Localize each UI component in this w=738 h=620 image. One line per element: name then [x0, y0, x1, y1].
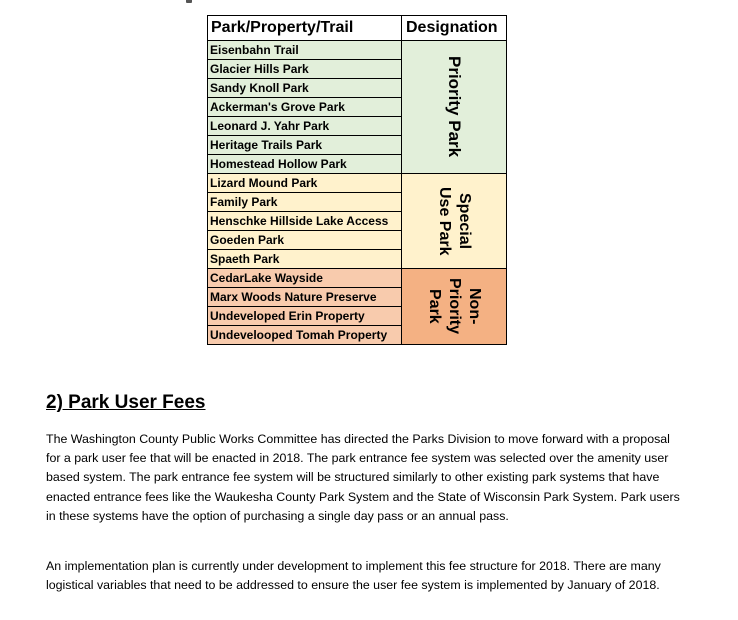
- park-name: Marx Woods Nature Preserve: [208, 288, 402, 307]
- park-designation-table: [207, 15, 507, 345]
- designation-non-priority-park: [402, 269, 507, 345]
- park-name: Spaeth Park: [208, 250, 402, 269]
- park-name: Ackerman's Grove Park: [208, 98, 402, 117]
- park-name: Lizard Mound Park: [208, 174, 402, 193]
- table-row: [208, 41, 507, 60]
- park-name: Undeveloped Erin Property: [208, 307, 402, 326]
- park-name: Homestead Hollow Park: [208, 155, 402, 174]
- designation-priority-park: [402, 41, 507, 174]
- park-name: Sandy Knoll Park: [208, 79, 402, 98]
- table-header-row: [208, 16, 507, 41]
- page-fragment-mark: [186, 0, 192, 3]
- park-name: Family Park: [208, 193, 402, 212]
- paragraph-fee-proposal: The Washington County Public Works Committee has directed the Parks Division to move forward with a proposal for a park user fee that will be enacted in 2018. The park entrance fee system was selected over the amenity user based system. The park entrance fee system will be structured similarly to other existing park systems that have enacted entrance fees like the Waukesha County Park System and the State of Wisconsin Park System. Park users in these systems have the option of purchasing a single day pass or an annual pass.: [46, 432, 680, 523]
- park-name: Goeden Park: [208, 231, 402, 250]
- designation-label: Special Use Park: [436, 186, 473, 256]
- park-name: Eisenbahn Trail: [208, 41, 402, 60]
- table-row: [208, 269, 507, 288]
- designation-label: Non- Priority Park: [426, 278, 483, 335]
- designation-special-use-park: [402, 174, 507, 269]
- park-name: Undevelooped Tomah Property: [208, 326, 402, 345]
- header-designation: Designation: [402, 16, 507, 41]
- park-name: Glacier Hills Park: [208, 60, 402, 79]
- park-name: Heritage Trails Park: [208, 136, 402, 155]
- park-name: Leonard J. Yahr Park: [208, 117, 402, 136]
- park-name: CedarLake Wayside: [208, 269, 402, 288]
- park-name: Henschke Hillside Lake Access: [208, 212, 402, 231]
- designation-label: Priority Park: [445, 56, 464, 158]
- header-park-property-trail: Park/Property/Trail: [208, 16, 402, 41]
- section-heading: 2) Park User Fees: [46, 392, 206, 413]
- paragraph-implementation-plan: An implementation plan is currently under development to implement this fee structure for 2018. There are many logistical variables that need to be addressed to ensure the user fee system is implemented by January of 2018.: [46, 559, 661, 593]
- table-row: [208, 174, 507, 193]
